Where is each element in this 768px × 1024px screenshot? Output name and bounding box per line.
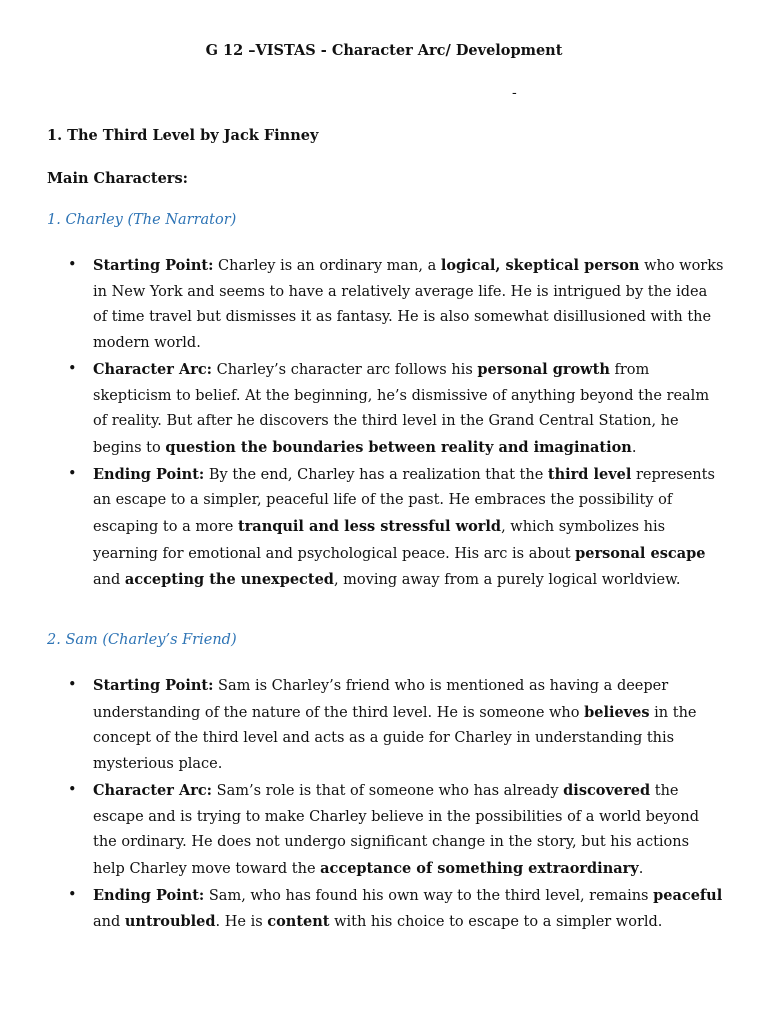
emphasis-text: peaceful: [653, 886, 723, 904]
point-text: . He is: [215, 914, 268, 931]
emphasis-text: untroubled: [124, 913, 216, 931]
point-label: Ending Point:: [93, 465, 205, 483]
point-text: and: [93, 914, 125, 931]
point-text: , which symbolizes his yearning for emotional and psychological peace. His arc is about: [93, 519, 666, 562]
emphasis-text: logical, skeptical person: [440, 257, 640, 274]
point-label: Character Arc:: [93, 781, 213, 799]
emphasis-text: tranquil and less stressful world: [237, 518, 502, 536]
point-text: from skepticism to belief. At the beginning, he’s dismissive of anything beyond the realm of reality. But after he discovers the third level in the Grand Central Station, he begins to: [93, 361, 710, 456]
point-text: By the end, Charley has a realization that the: [204, 466, 548, 483]
point-text: Sam is Charley’s friend who is mentioned as having a deeper understanding of the nature of the third level. He is someone who: [93, 678, 669, 721]
point-text: Charley is an ordinary man, a: [213, 258, 441, 274]
point-text: .: [631, 439, 637, 456]
bullet-icon: •: [68, 781, 77, 798]
emphasis-text: accepting the unexpected: [124, 571, 334, 589]
point-text: and: [93, 572, 125, 589]
point-label: Character Arc:: [93, 360, 213, 378]
list-item: [0, 462, 768, 595]
bullet-icon: •: [68, 257, 77, 273]
point-label: Starting Point:: [93, 677, 214, 694]
point-text: Charley’s character arc follows his: [212, 361, 478, 378]
stray-dash: -: [512, 85, 517, 101]
point-text: who works in New York and seems to have a relatively average life. He is intrigued by the idea of time travel but dismisses it as fantasy. He is also somewhat disillusioned with the modern world.: [93, 258, 724, 352]
point-text: represents an escape to a simpler, peaceful life of the past. He embraces the possibility of escaping to a more: [93, 466, 715, 536]
charley-points-list: [0, 253, 768, 594]
point-text: the escape and is trying to make Charley believe in the possibilities of a world beyond the ordinary. He does not undergo significant change in the story, but his actions help Charley move toward the: [93, 782, 700, 877]
point-text: Sam, who has found his own way to the third level, remains: [204, 887, 654, 904]
bullet-icon: •: [68, 886, 77, 903]
character-heading-sam: 2. Sam (Charley’s Friend): [47, 632, 237, 648]
main-characters-label: Main Characters:: [47, 170, 188, 187]
section-heading: 1. The Third Level by Jack Finney: [47, 127, 319, 144]
emphasis-text: believes: [584, 703, 650, 721]
point-text: , moving away from a purely logical worldview.: [333, 572, 681, 589]
bullet-icon: •: [68, 677, 77, 693]
document-title: G 12 –VISTAS - Character Arc/ Development: [205, 42, 563, 59]
emphasis-text: question the boundaries between reality and imagination: [165, 438, 632, 456]
character-heading-charley: 1. Charley (The Narrator): [47, 212, 237, 228]
bullet-icon: •: [68, 360, 77, 377]
emphasis-text: third level: [547, 465, 632, 483]
list-item: [0, 673, 768, 778]
point-text: Sam’s role is that of someone who has already: [212, 782, 564, 799]
point-text: with his choice to escape to a simpler world.: [329, 914, 663, 931]
bullet-icon: •: [68, 465, 77, 482]
emphasis-text: discovered: [563, 781, 651, 799]
sam-points-list: [0, 673, 768, 936]
point-label: Starting Point:: [93, 257, 214, 274]
emphasis-text: personal escape: [575, 544, 706, 562]
emphasis-text: content: [267, 913, 330, 931]
point-text: in the concept of the third level and acts as a guide for Charley in understanding this mysterious place.: [93, 704, 697, 773]
list-item: [0, 883, 768, 936]
point-label: Ending Point:: [93, 886, 205, 904]
list-item: [0, 778, 768, 883]
emphasis-text: personal growth: [477, 360, 610, 378]
point-text: .: [638, 860, 644, 877]
list-item: [0, 253, 768, 357]
emphasis-text: acceptance of something extraordinary: [320, 859, 639, 877]
list-item: [0, 357, 768, 462]
